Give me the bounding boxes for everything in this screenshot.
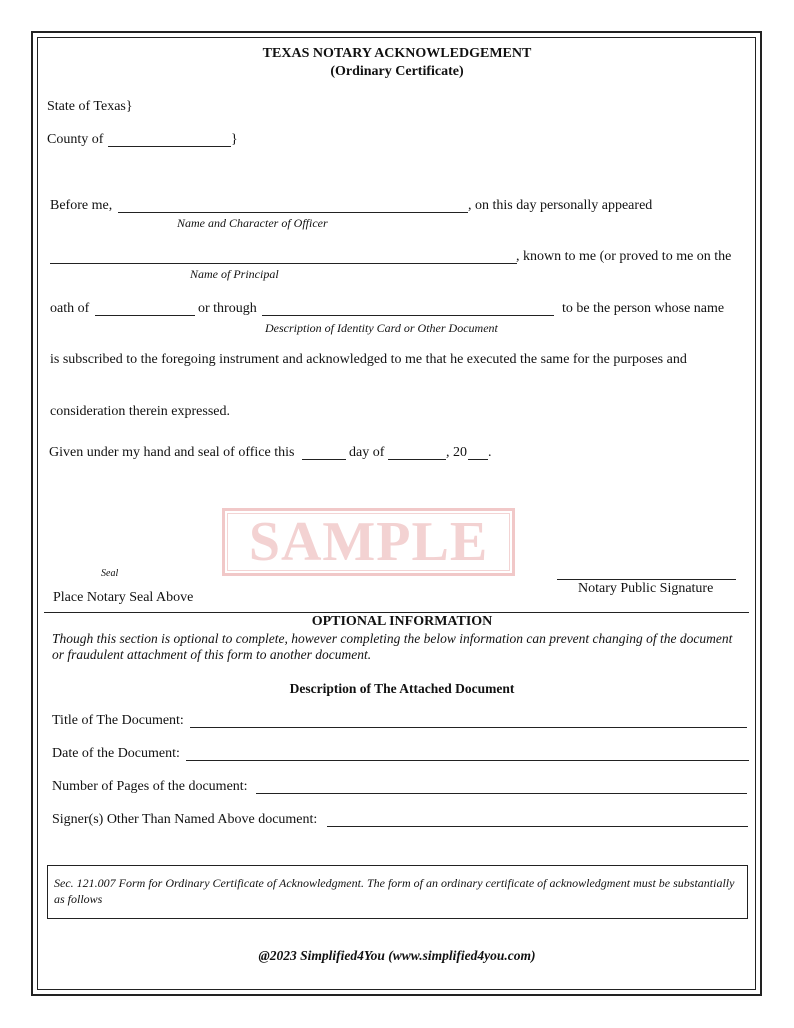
- doc-pages-label: Number of Pages of the document:: [52, 779, 248, 794]
- doc-title-label: Title of The Document:: [52, 713, 184, 728]
- oath-label: oath of: [50, 301, 90, 316]
- doc-title-field[interactable]: [190, 727, 747, 728]
- given-label: Given under my hand and seal of office this: [49, 445, 295, 460]
- section-divider: [44, 612, 749, 613]
- other-signers-label: Signer(s) Other Than Named Above document:: [52, 812, 318, 827]
- footer-credit: @2023 Simplified4You (www.simplified4you.com): [258, 948, 536, 963]
- county-label: County of: [47, 132, 104, 147]
- subscribed-text: is subscribed to the foregoing instrument and acknowledged to me that he executed the same for the purposes and: [50, 352, 687, 367]
- statute-note: Sec. 121.007 Form for Ordinary Certificate of Acknowledgment. The form of an ordinary certificate of acknowledgment must be substantially as follows: [47, 865, 748, 919]
- doc-date-label: Date of the Document:: [52, 746, 180, 761]
- officer-field[interactable]: [118, 212, 468, 213]
- year-prefix: , 20: [446, 445, 467, 460]
- day-field[interactable]: [302, 459, 346, 460]
- signature-label: Notary Public Signature: [578, 581, 714, 596]
- doc-date-field[interactable]: [186, 760, 749, 761]
- given-end: .: [488, 445, 492, 460]
- seal-label: Seal: [101, 568, 119, 579]
- known-text: , known to me (or proved to me on the: [516, 249, 732, 264]
- id-document-field[interactable]: [262, 315, 554, 316]
- signature-field[interactable]: [557, 579, 736, 580]
- other-signers-field[interactable]: [327, 826, 748, 827]
- state-label: State of Texas}: [47, 99, 133, 114]
- document-description-heading: Description of The Attached Document: [289, 681, 515, 696]
- before-me-label: Before me,: [50, 198, 113, 213]
- officer-caption: Name and Character of Officer: [177, 216, 328, 230]
- form-title: TEXAS NOTARY ACKNOWLEDGEMENT: [262, 46, 532, 61]
- form-subtitle: (Ordinary Certificate): [330, 64, 464, 79]
- optional-note: Though this section is optional to complete, however completing the below information can prevent changing of the document or fraudulent attachment of this form to another document.: [52, 631, 733, 662]
- sample-watermark: SAMPLE: [248, 511, 489, 573]
- optional-heading: OPTIONAL INFORMATION: [311, 614, 493, 629]
- oath-field[interactable]: [95, 315, 195, 316]
- consideration-text: consideration therein expressed.: [50, 404, 230, 419]
- principal-caption: Name of Principal: [190, 267, 279, 281]
- principal-field[interactable]: [50, 263, 517, 264]
- place-seal-label: Place Notary Seal Above: [53, 590, 194, 605]
- doc-pages-field[interactable]: [256, 793, 747, 794]
- id-caption: Description of Identity Card or Other Document: [265, 321, 498, 335]
- whose-name-text: to be the person whose name: [562, 301, 725, 316]
- county-close: }: [231, 132, 238, 147]
- day-of-label: day of: [349, 445, 385, 460]
- appeared-text: , on this day personally appeared: [468, 198, 653, 213]
- or-through-label: or through: [198, 301, 257, 316]
- month-field[interactable]: [388, 459, 446, 460]
- year-field[interactable]: [468, 459, 488, 460]
- county-field[interactable]: [108, 146, 231, 147]
